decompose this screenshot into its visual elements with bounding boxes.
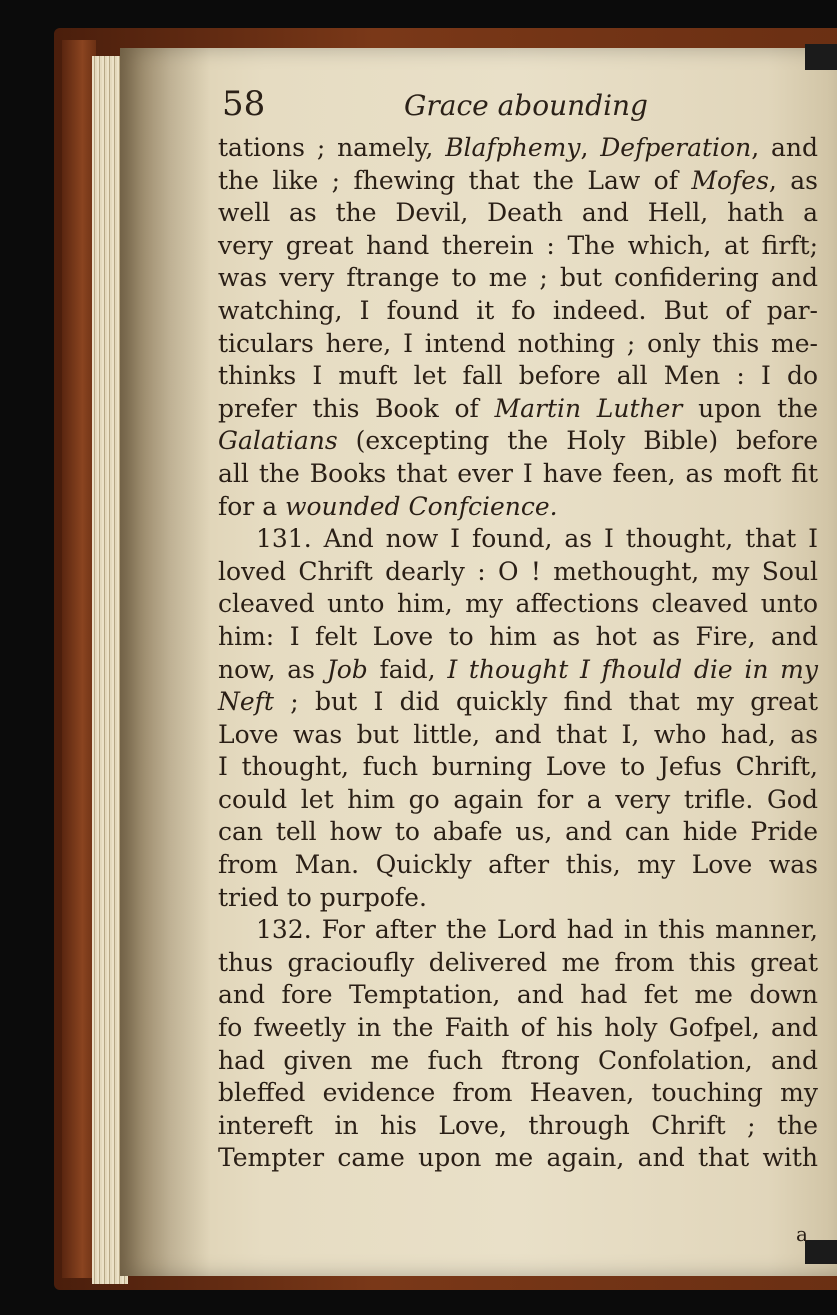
cover-spine-edge xyxy=(62,40,96,1278)
italic-text: Martin Luther xyxy=(494,393,683,423)
text-run: cleaved unto him, my affections cleaved unto xyxy=(218,589,818,619)
text-run: loved Chrift dearly : O ! methought, my Soul xyxy=(218,556,818,586)
italic-text: Mofes xyxy=(691,165,769,195)
text-run: ; but I did quickly find that my great xyxy=(273,687,818,717)
text-run: faid, xyxy=(367,654,448,684)
text-line xyxy=(218,1012,818,1045)
text-run: , as xyxy=(768,165,818,195)
catchword: a xyxy=(796,1222,808,1246)
text-line xyxy=(218,262,818,295)
text-line xyxy=(218,979,818,1012)
text-line xyxy=(218,784,818,817)
text-line xyxy=(218,425,818,458)
text-line xyxy=(218,1110,818,1143)
text-line xyxy=(218,914,818,947)
text-run: for a xyxy=(218,491,286,521)
text-line xyxy=(218,1077,818,1110)
text-line xyxy=(218,328,818,361)
text-line xyxy=(218,882,818,915)
text-run: tations ; namely, xyxy=(218,133,446,162)
text-run: intereft in his Love, through Chrift ; the xyxy=(218,1110,818,1140)
text-run: very great hand therein : The which, at firft; xyxy=(218,230,818,260)
text-run: upon the xyxy=(682,393,819,423)
text-run: and fore Temptation, and had fet me down xyxy=(218,980,818,1010)
text-run: him: I felt Love to him as hot as Fire, and xyxy=(218,621,818,651)
text-run: 131. And now I found, as I thought, that I xyxy=(256,524,818,554)
gutter-shadow xyxy=(120,48,210,1276)
text-line xyxy=(218,523,818,556)
body-text xyxy=(218,132,818,1175)
text-run: 132. For after the Lord had in this manner, xyxy=(256,915,818,945)
text-run: from Man. Quickly after this, my Love was xyxy=(218,850,818,880)
text-line xyxy=(218,230,818,263)
page-number: 58 xyxy=(222,84,266,124)
text-line xyxy=(218,849,818,882)
text-run: the like ; fhewing that the Law of xyxy=(218,165,692,195)
text-run: bleffed evidence from Heaven, touching my xyxy=(218,1078,818,1108)
text-line xyxy=(218,1142,818,1175)
text-line xyxy=(218,458,818,491)
italic-text: Defperation xyxy=(600,133,752,162)
text-line xyxy=(218,556,818,589)
text-run: thinks I muft let fall before all Men : I do xyxy=(218,361,818,391)
italic-text: I thought I fhould die in my xyxy=(447,654,819,684)
text-run: all the Books that ever I have feen, as moft fit xyxy=(218,458,818,488)
text-run: could let him go again for a very trifle. God xyxy=(218,784,818,814)
bottom-corner-mark xyxy=(805,1240,837,1264)
italic-text: Neft xyxy=(218,687,274,717)
text-run: prefer this Book of xyxy=(218,393,495,423)
text-run: thus gracioufly delivered me from this great xyxy=(218,947,818,977)
top-corner-mark xyxy=(805,44,837,70)
text-line xyxy=(218,295,818,328)
text-run: Tempter came upon me again, and that with xyxy=(218,1143,818,1173)
text-line xyxy=(218,393,818,426)
text-line xyxy=(218,491,818,524)
running-title: Grace abounding xyxy=(404,89,648,122)
text-line xyxy=(218,947,818,980)
text-run: Love was but little, and that I, who had, as xyxy=(218,719,818,749)
text-line xyxy=(218,686,818,719)
text-run: watching, I found it fo indeed. But of par- xyxy=(218,295,818,325)
text-line xyxy=(218,588,818,621)
text-run: had given me fuch ftrong Confolation, and xyxy=(218,1045,818,1075)
text-line xyxy=(218,197,818,230)
text-line xyxy=(218,816,818,849)
italic-text: Blafphemy xyxy=(445,133,581,162)
text-line xyxy=(218,751,818,784)
text-run: ticulars here, I intend nothing ; only this me- xyxy=(218,328,818,358)
text-line xyxy=(218,165,818,198)
italic-text: Galatians xyxy=(218,426,338,456)
text-line xyxy=(218,654,818,687)
text-run: (excepting the Holy Bible) before xyxy=(337,426,818,456)
text-line xyxy=(218,1045,818,1078)
italic-text: wounded Confcience. xyxy=(285,491,558,521)
italic-text: Job xyxy=(326,654,368,684)
text-line xyxy=(218,621,818,654)
text-run: well as the Devil, Death and Hell, hath a xyxy=(218,198,818,228)
text-line xyxy=(218,719,818,752)
text-run: can tell how to abafe us, and can hide Pride xyxy=(218,817,818,847)
text-run: fo fweetly in the Faith of his holy Gofpel, and xyxy=(218,1013,818,1043)
text-run: , xyxy=(580,133,601,162)
text-run: now, as xyxy=(218,654,327,684)
text-line xyxy=(218,132,818,165)
page-header xyxy=(222,80,782,132)
text-run: , and xyxy=(751,133,818,162)
text-run: tried to purpofe. xyxy=(218,882,427,912)
text-run: was very ftrange to me ; but confidering and xyxy=(218,263,818,293)
text-run: I thought, fuch burning Love to Jefus Chrift, xyxy=(218,752,818,782)
text-line xyxy=(218,360,818,393)
